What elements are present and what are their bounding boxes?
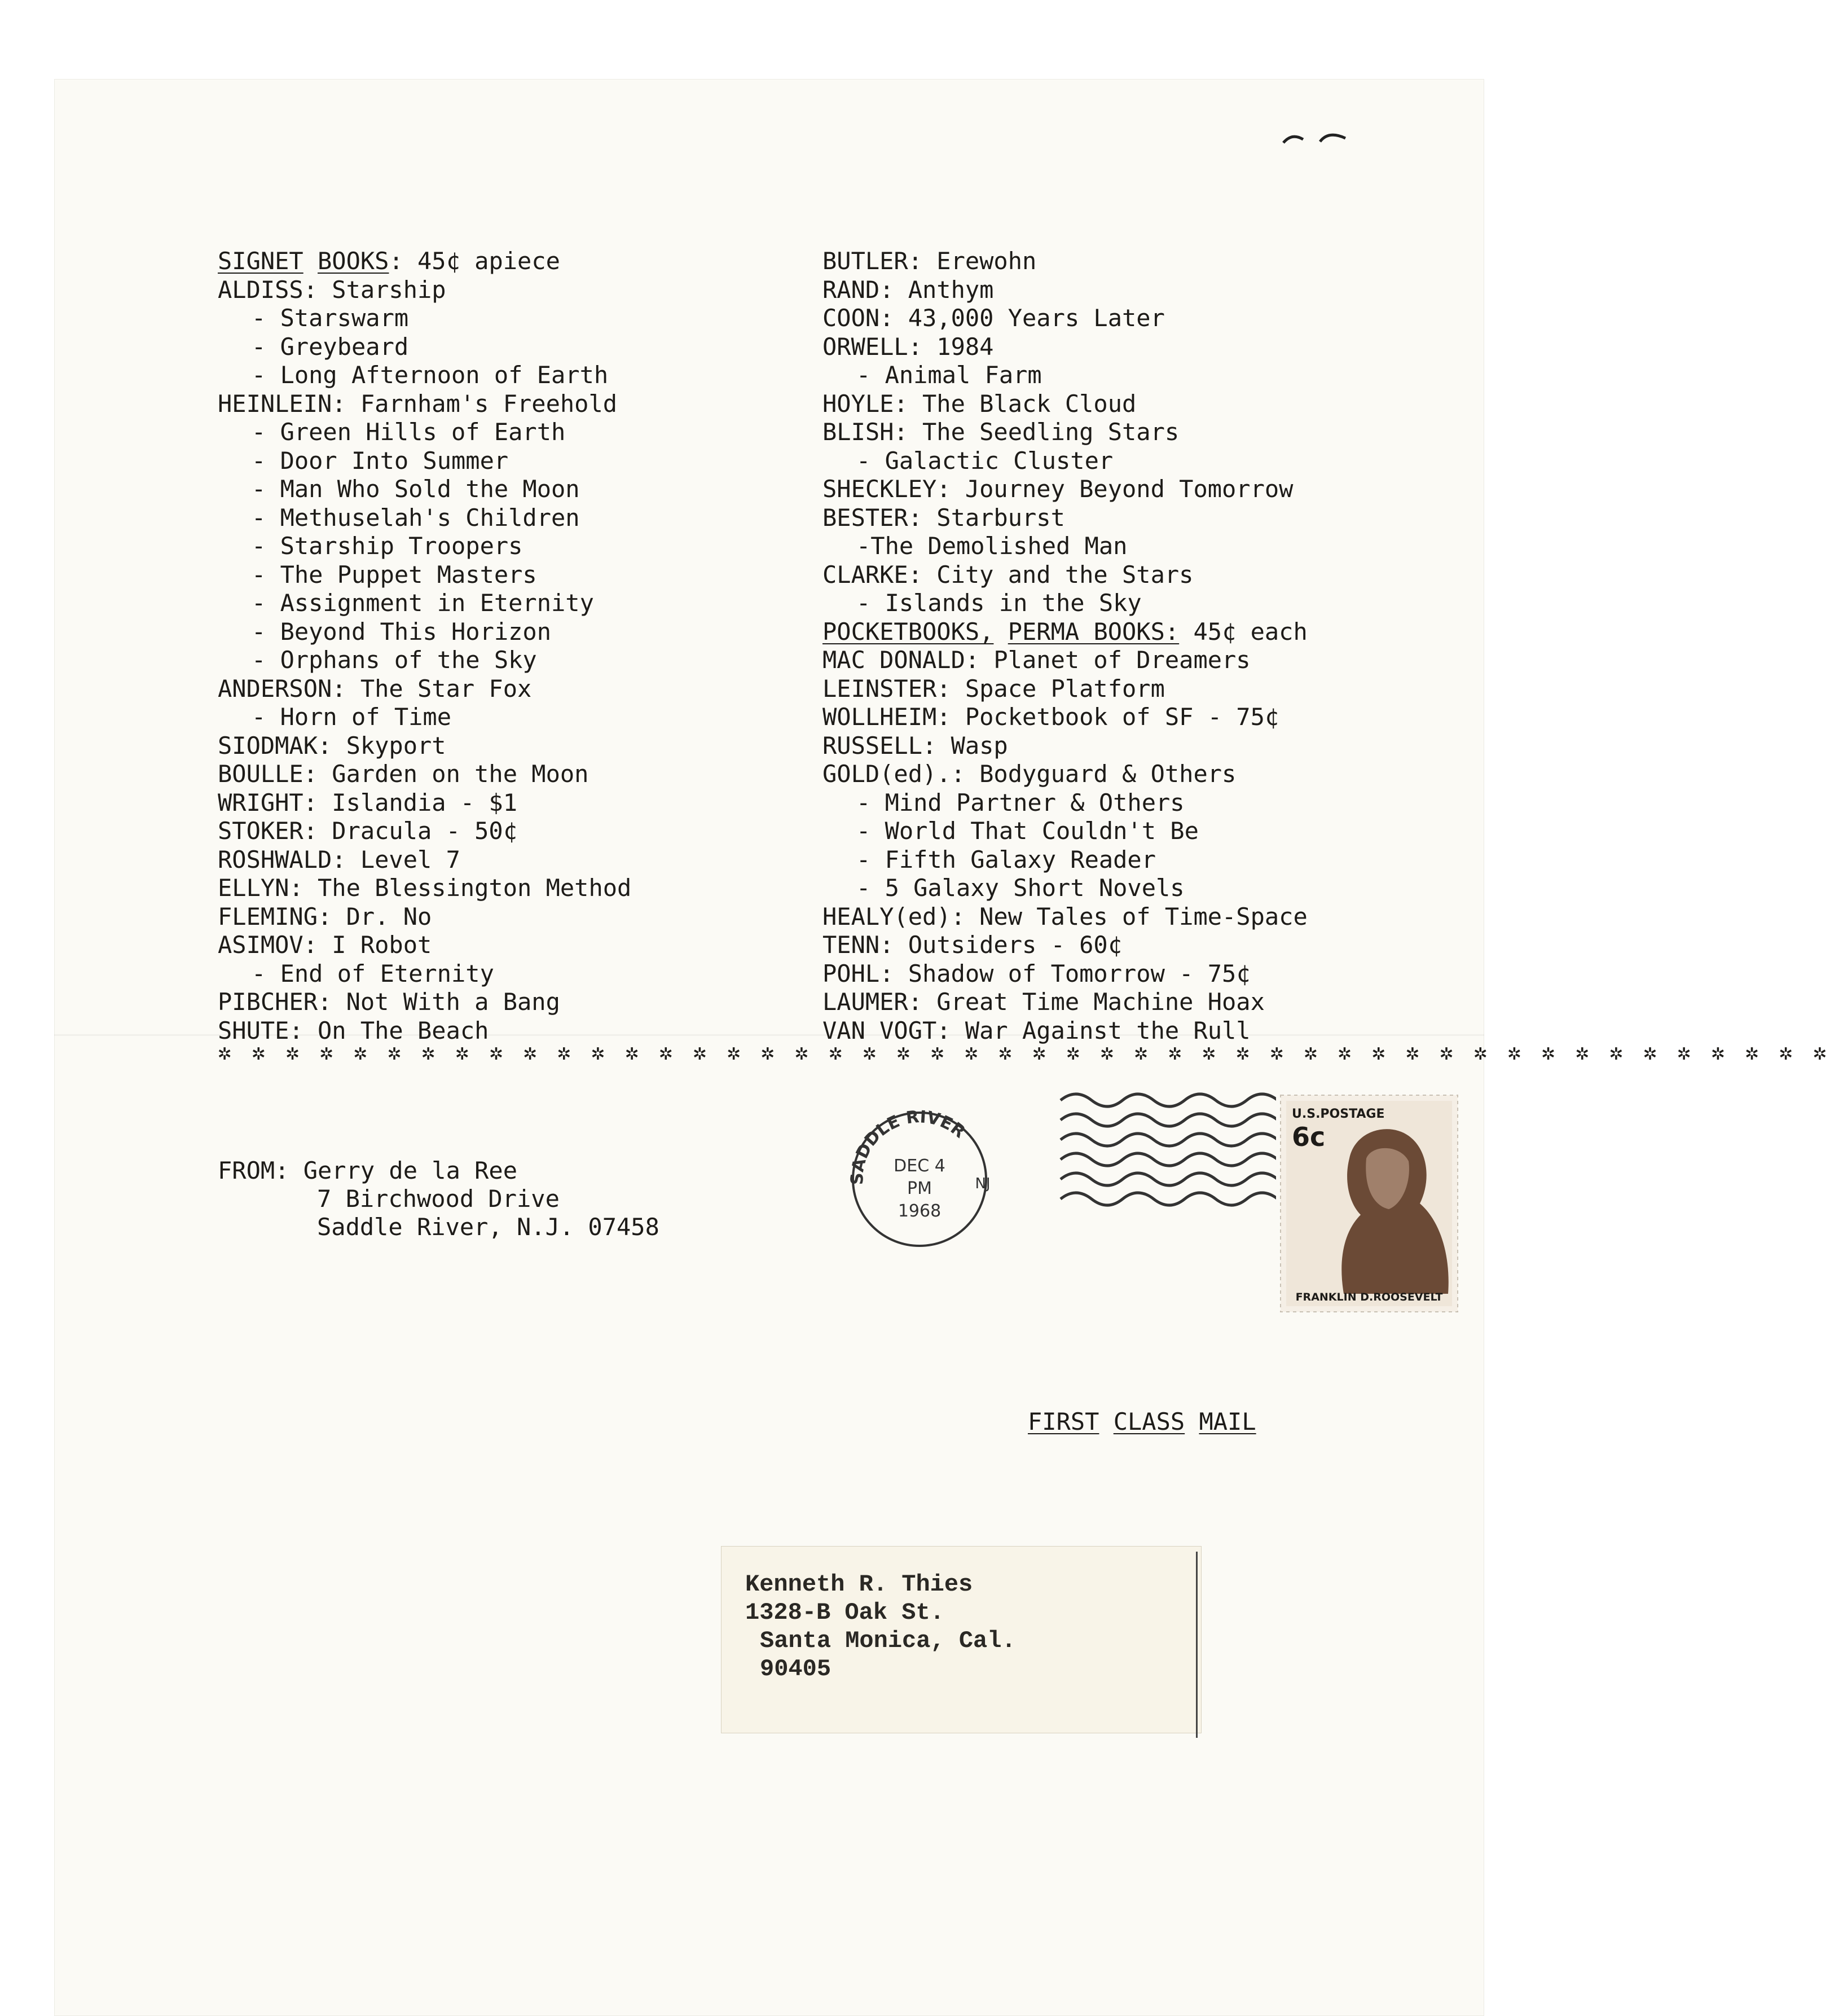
author-line: ASIMOV: I Robot (218, 931, 432, 959)
author-line: FLEMING: Dr. No (218, 902, 432, 930)
author-line: PIBCHER: Not With a Bang (218, 988, 560, 1016)
heading-part: 45¢ each (1179, 617, 1308, 645)
book-title-line: - Man Who Sold the Moon (252, 475, 580, 503)
book-title-line: - Greybeard (252, 332, 409, 361)
author-line: BUTLER: Erewohn (822, 247, 1037, 275)
postmark-year: 1968 (898, 1201, 942, 1221)
book-title-line: - Door Into Summer (252, 446, 509, 475)
postage-stamp (1276, 1091, 1462, 1316)
postmark-date: DEC 4 (894, 1156, 945, 1176)
book-title-line: - The Puppet Masters (252, 560, 537, 588)
sender-address (218, 1157, 659, 1241)
sender-line: FROM: Gerry de la Ree (218, 1157, 518, 1184)
heading-part: BOOKS (318, 247, 389, 275)
author-line: RAND: Anthym (822, 275, 994, 304)
heading-part: PERMA BOOKS: (1008, 617, 1180, 645)
column-right (822, 247, 1308, 1045)
book-title-line: -The Demolished Man (856, 532, 1128, 560)
postmark (829, 1089, 1010, 1270)
recipient-line: Santa Monica, Cal. (760, 1627, 1016, 1654)
book-title-line: - Orphans of the Sky (252, 646, 537, 674)
author-line: WRIGHT: Islandia - $1 (218, 788, 518, 816)
book-title-line: - Beyond This Horizon (252, 617, 552, 645)
author-line: HEINLEIN: Farnham's Freehold (218, 389, 618, 418)
author-line: ANDERSON: The Star Fox (218, 674, 532, 702)
author-line: TENN: Outsiders - 60¢ (822, 931, 1123, 959)
recipient-line: Kenneth R. Thies (745, 1571, 973, 1598)
stamp-header: U.S.POSTAGE (1292, 1107, 1385, 1121)
book-title-line: - Horn of Time (252, 703, 452, 731)
recipient-label (721, 1546, 1202, 1733)
author-line: RUSSELL: Wasp (822, 731, 1008, 759)
book-title-line: - Assignment in Eternity (252, 589, 594, 617)
mail-class-word: FIRST (1028, 1408, 1099, 1435)
heading-part (303, 247, 318, 275)
author-line: SIODMAK: Skyport (218, 731, 446, 759)
cancellation-waves (1061, 1083, 1309, 1213)
postmark-town: SADDLE RIVER (847, 1107, 969, 1185)
stamp-value: 6c (1292, 1122, 1326, 1152)
book-title-line: - Long Afternoon of Earth (252, 361, 609, 389)
author-line: BESTER: Starburst (822, 503, 1065, 532)
sender-line: Saddle River, N.J. 07458 (317, 1213, 659, 1241)
author-line: LAUMER: Great Time Machine Hoax (822, 988, 1265, 1016)
section-heading (822, 618, 1308, 647)
author-line: COON: 43,000 Years Later (822, 304, 1165, 332)
label-edge (1196, 1552, 1198, 1738)
author-line: ROSHWALD: Level 7 (218, 845, 460, 873)
book-title-line: - Animal Farm (856, 361, 1042, 389)
star-separator: ✲ ✲ ✲ ✲ ✲ ✲ ✲ ✲ ✲ ✲ ✲ ✲ ✲ ✲ ✲ ✲ ✲ ✲ ✲ ✲ ✲ ✲ ✲ ✲ ✲ ✲ ✲ ✲ ✲ ✲ ✲ ✲ ✲ ✲ ✲ ✲ ✲ ✲ ✲ ✲ ✲ ✲ ✲ ✲ ✲ ✲ ✲ ✲ (218, 1039, 1830, 1065)
heading-part: : 45¢ apiece (389, 247, 560, 275)
author-line: HOYLE: The Black Cloud (822, 389, 1137, 418)
author-line: GOLD(ed).: Bodyguard & Others (822, 760, 1237, 788)
postmark-time: PM (907, 1179, 932, 1198)
book-title-line: - Green Hills of Earth (252, 418, 566, 446)
mail-class-word: MAIL (1199, 1408, 1256, 1435)
book-title-line: - World That Couldn't Be (856, 817, 1199, 845)
book-title-line: - Galactic Cluster (856, 446, 1114, 475)
heading-part: SIGNET (218, 247, 303, 275)
column-left (218, 247, 631, 1045)
book-title-line: - End of Eternity (252, 959, 494, 987)
heading-part: POCKETBOOKS, (822, 617, 994, 645)
author-line: WOLLHEIM: Pocketbook of SF - 75¢ (822, 703, 1279, 731)
recipient-line: 1328-B Oak St. (745, 1599, 944, 1626)
author-line: HEALY(ed): New Tales of Time-Space (822, 902, 1308, 930)
postmark-state: NJ (975, 1175, 991, 1192)
book-title-line: - Mind Partner & Others (856, 788, 1185, 816)
section-heading (218, 247, 631, 276)
book-title-line: - 5 Galaxy Short Novels (856, 874, 1185, 902)
sender-line: 7 Birchwood Drive (317, 1185, 560, 1213)
author-line: ALDISS: Starship (218, 275, 446, 304)
author-line: VAN VOGT: War Against the Rull (822, 1016, 1251, 1044)
book-title-line: - Methuselah's Children (252, 503, 580, 532)
book-title-line: - Islands in the Sky (856, 589, 1142, 617)
recipient-address (745, 1570, 1016, 1683)
book-title-line: - Fifth Galaxy Reader (856, 845, 1156, 873)
book-title-line: - Starswarm (252, 304, 409, 332)
author-line: LEINSTER: Space Platform (822, 674, 1165, 702)
author-line: ELLYN: The Blessington Method (218, 874, 632, 902)
heading-part (993, 618, 1008, 645)
author-line: CLARKE: City and the Stars (822, 560, 1194, 588)
stamp-name: FRANKLIN D.ROOSEVELT (1295, 1291, 1443, 1303)
author-line: POHL: Shadow of Tomorrow - 75¢ (822, 959, 1251, 987)
author-line: BLISH: The Seedling Stars (822, 418, 1180, 446)
author-line: BOULLE: Garden on the Moon (218, 760, 589, 788)
author-line: SHUTE: On The Beach (218, 1016, 489, 1044)
author-line: MAC DONALD: Planet of Dreamers (822, 646, 1251, 674)
pen-mark (1281, 127, 1360, 150)
author-line: SHECKLEY: Journey Beyond Tomorrow (822, 475, 1294, 503)
author-line: ORWELL: 1984 (822, 332, 994, 361)
author-line: STOKER: Dracula - 50¢ (218, 817, 518, 845)
mail-class-word: CLASS (1113, 1408, 1185, 1435)
book-title-line: - Starship Troopers (252, 532, 523, 560)
first-class-mail (1028, 1408, 1256, 1435)
recipient-line: 90405 (760, 1655, 832, 1683)
